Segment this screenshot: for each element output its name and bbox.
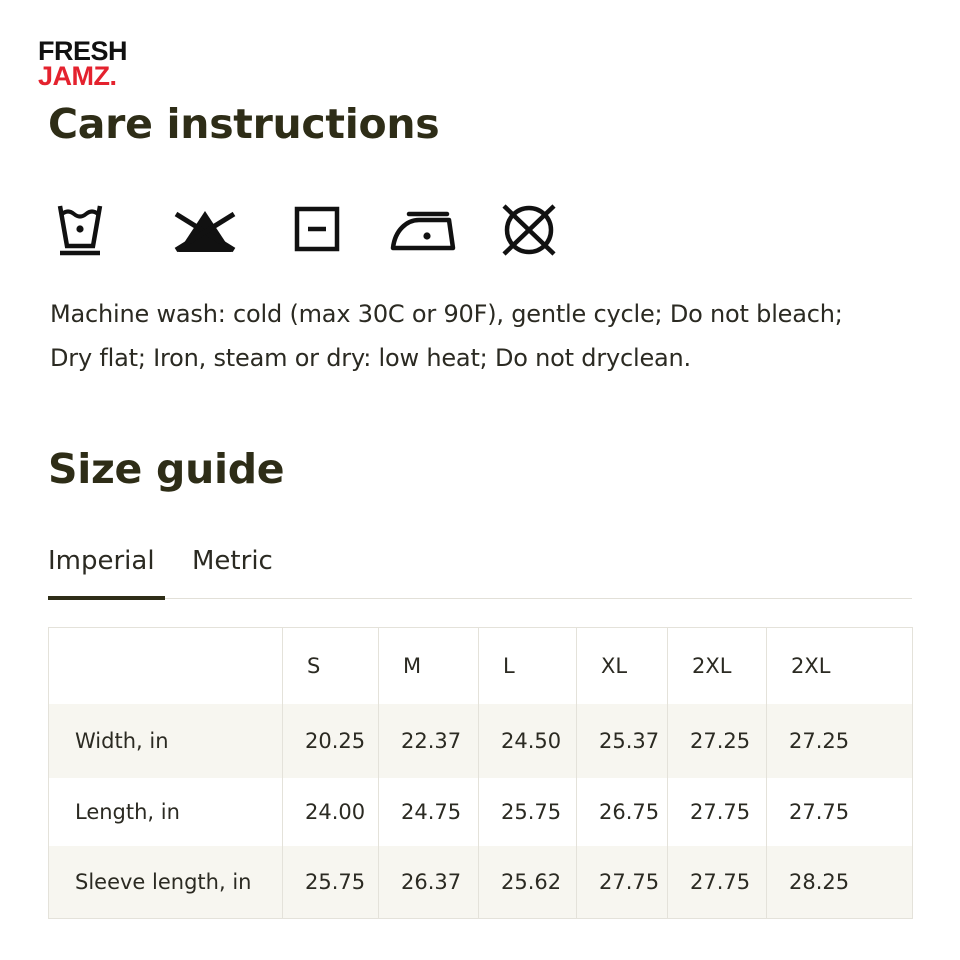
table-cell: 25.75 bbox=[283, 846, 379, 919]
tab-imperial[interactable]: Imperial bbox=[48, 546, 155, 576]
table-cell: 27.25 bbox=[668, 704, 767, 778]
dry-flat-icon bbox=[294, 200, 342, 260]
table-row bbox=[49, 846, 913, 919]
care-text-line: Dry flat; Iron, steam or dry: low heat; Do not dryclean. bbox=[50, 344, 691, 372]
table-header-cell: XL bbox=[577, 628, 668, 704]
table-row bbox=[49, 704, 913, 778]
table-cell: 27.75 bbox=[767, 778, 913, 846]
brand-logo bbox=[38, 38, 127, 90]
table-header-cell: M bbox=[379, 628, 479, 704]
table-header-cell: L bbox=[479, 628, 577, 704]
table-cell: 27.75 bbox=[668, 778, 767, 846]
row-label: Sleeve length, in bbox=[49, 846, 283, 919]
logo-line-fresh: FRESH bbox=[38, 36, 128, 66]
table-header-cell: 2XL bbox=[668, 628, 767, 704]
table-cell: 26.37 bbox=[379, 846, 479, 919]
logo-line-jamz: JAMZ. bbox=[38, 61, 117, 91]
active-tab-indicator bbox=[48, 596, 165, 600]
machine-wash-cold-icon bbox=[56, 200, 104, 260]
table-cell: 25.75 bbox=[479, 778, 577, 846]
table-cell: 27.75 bbox=[668, 846, 767, 919]
table-header-row bbox=[49, 628, 913, 704]
tab-metric[interactable]: Metric bbox=[192, 546, 273, 576]
table-cell: 25.62 bbox=[479, 846, 577, 919]
do-not-dryclean-icon bbox=[498, 200, 560, 260]
table-cell: 24.50 bbox=[479, 704, 577, 778]
size-guide-heading: Size guide bbox=[48, 445, 285, 493]
table-header-cell: 2XL bbox=[767, 628, 913, 704]
table-cell: 25.37 bbox=[577, 704, 668, 778]
do-not-bleach-icon bbox=[172, 200, 238, 260]
table-cell: 20.25 bbox=[283, 704, 379, 778]
table-cell: 24.00 bbox=[283, 778, 379, 846]
table-header-cell bbox=[49, 628, 283, 704]
row-label: Length, in bbox=[49, 778, 283, 846]
table-cell: 22.37 bbox=[379, 704, 479, 778]
table-row bbox=[49, 778, 913, 846]
table-cell: 24.75 bbox=[379, 778, 479, 846]
row-label: Width, in bbox=[49, 704, 283, 778]
table-cell: 26.75 bbox=[577, 778, 668, 846]
care-text-line: Machine wash: cold (max 30C or 90F), gentle cycle; Do not bleach; bbox=[50, 300, 843, 328]
table-header-cell: S bbox=[283, 628, 379, 704]
table-cell: 27.25 bbox=[767, 704, 913, 778]
size-table bbox=[48, 627, 913, 919]
iron-low-heat-icon bbox=[389, 200, 457, 260]
care-instructions-heading: Care instructions bbox=[48, 100, 440, 148]
table-cell: 28.25 bbox=[767, 846, 913, 919]
table-cell: 27.75 bbox=[577, 846, 668, 919]
unit-tabs bbox=[48, 540, 912, 599]
care-instructions-text bbox=[50, 292, 940, 380]
